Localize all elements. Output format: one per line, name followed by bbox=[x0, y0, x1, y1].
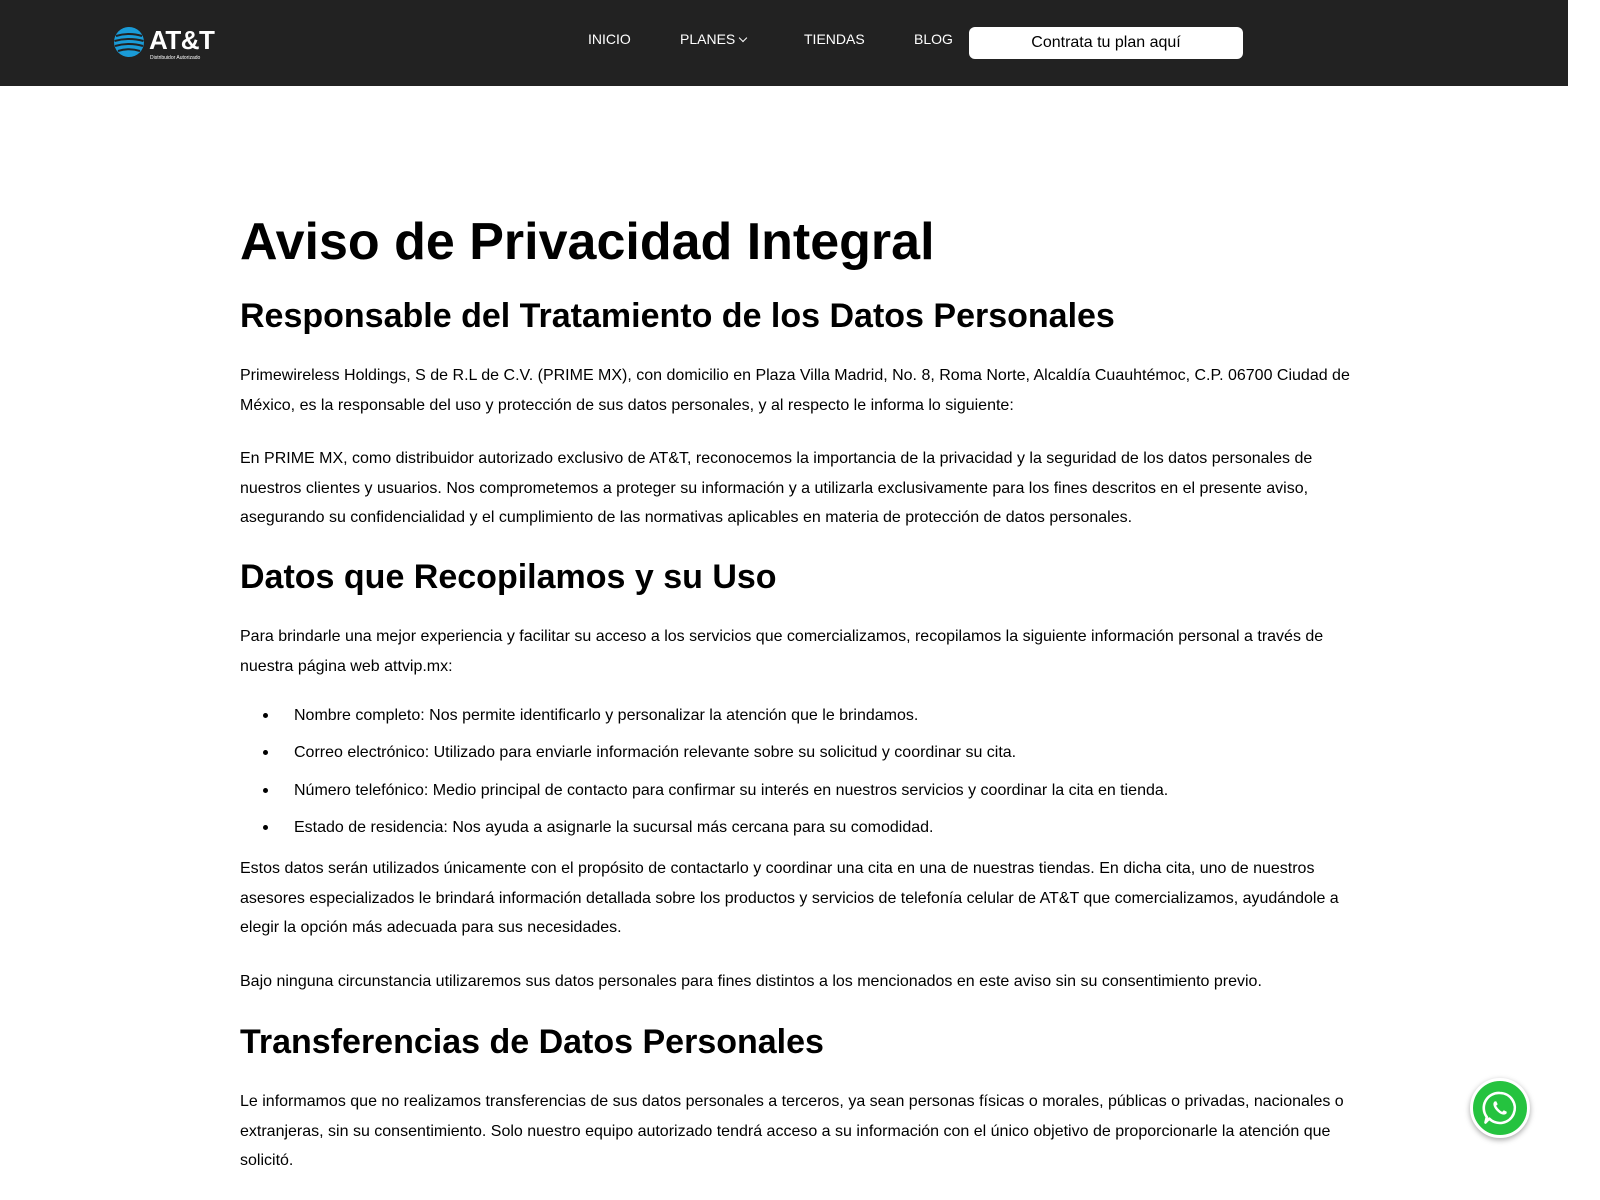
list-item: Número telefónico: Medio principal de contacto para confirmar su interés en nuestros servicios y coordinar la cita en tienda. bbox=[240, 781, 1168, 818]
contrata-plan-button[interactable]: Contrata tu plan aquí bbox=[969, 27, 1243, 59]
att-globe-icon bbox=[113, 26, 145, 58]
nav-inicio[interactable]: INICIO bbox=[588, 31, 631, 47]
nav-tiendas[interactable]: TIENDAS bbox=[804, 31, 865, 47]
nav-planes[interactable] bbox=[680, 31, 746, 47]
paragraph-responsable-1: Primewireless Holdings, S de R.L de C.V. (PRIME MX), con domicilio en Plaza Villa Madrid, No. 8, Roma Norte, Alcaldía Cuauhtémoc, C.P. 06700 Ciudad de México, es la responsable del uso y protección de sus datos personales, y al respecto le informa lo siguiente: bbox=[240, 367, 1350, 414]
att-logo[interactable] bbox=[113, 24, 223, 64]
chevron-down-icon bbox=[739, 34, 747, 42]
whatsapp-button[interactable] bbox=[1470, 1078, 1530, 1138]
paragraph-datos-last: Bajo ninguna circunstancia utilizaremos sus datos personales para fines distintos a los mencionados en este aviso sin su consentimiento previo. bbox=[240, 973, 1262, 990]
section-heading-transferencias: Transferencias de Datos Personales bbox=[240, 1023, 824, 1061]
paragraph-datos-intro: Para brindarle una mejor experiencia y facilitar su acceso a los servicios que comercializamos, recopilamos la siguiente información personal a través de nuestra página web attvip.mx: bbox=[240, 628, 1324, 675]
list-item: Estado de residencia: Nos ayuda a asignarle la sucursal más cercana para su comodidad. bbox=[240, 818, 1168, 855]
paragraph-responsable-2: En PRIME MX, como distribuidor autorizado exclusivo de AT&T, reconocemos la importancia de la privacidad y la seguridad de los datos personales de nuestros clientes y usuarios. Nos comprometemos a proteger su información y a utilizarla exclusivamente para los fines descritos en el presente aviso, asegurando su confidencialidad y el cumplimiento de las normativas aplicables en materia de protección de datos personales. bbox=[240, 450, 1313, 526]
section-heading-datos: Datos que Recopilamos y su Uso bbox=[240, 558, 777, 596]
logo-wordmark: AT&T bbox=[149, 25, 215, 55]
logo-subtitle: Distribuidor Autorizado bbox=[150, 55, 201, 61]
datos-list bbox=[240, 706, 1168, 855]
section-heading-responsable: Responsable del Tratamiento de los Datos Personales bbox=[240, 297, 1115, 335]
paragraph-transferencias-1: Le informamos que no realizamos transferencias de sus datos personales a terceros, ya sean personas físicas o morales, públicas o privadas, nacionales o extranjeras, sin su consentimiento. Solo nuestro equipo autorizado tendrá acceso a su información con el único objetivo de proporcionarle la atención que solicitó. bbox=[240, 1093, 1344, 1169]
list-item: Correo electrónico: Utilizado para enviarle información relevante sobre su solicitud y coordinar su cita. bbox=[240, 743, 1168, 780]
nav-planes-label: PLANES bbox=[680, 31, 736, 47]
nav-blog[interactable]: BLOG bbox=[914, 31, 953, 47]
page-title: Aviso de Privacidad Integral bbox=[240, 213, 935, 271]
list-item: Nombre completo: Nos permite identificarlo y personalizar la atención que le brindamos. bbox=[240, 706, 1168, 743]
top-navigation-bar bbox=[0, 0, 1568, 86]
paragraph-datos-after: Estos datos serán utilizados únicamente con el propósito de contactarlo y coordinar una cita en una de nuestras tiendas. En dicha cita, uno de nuestros asesores especializados le brindará información detallada sobre los productos y servicios de telefonía celular de AT&T que comercializamos, ayudándole a elegir la opción más adecuada para sus necesidades. bbox=[240, 860, 1339, 936]
whatsapp-icon bbox=[1482, 1090, 1518, 1126]
